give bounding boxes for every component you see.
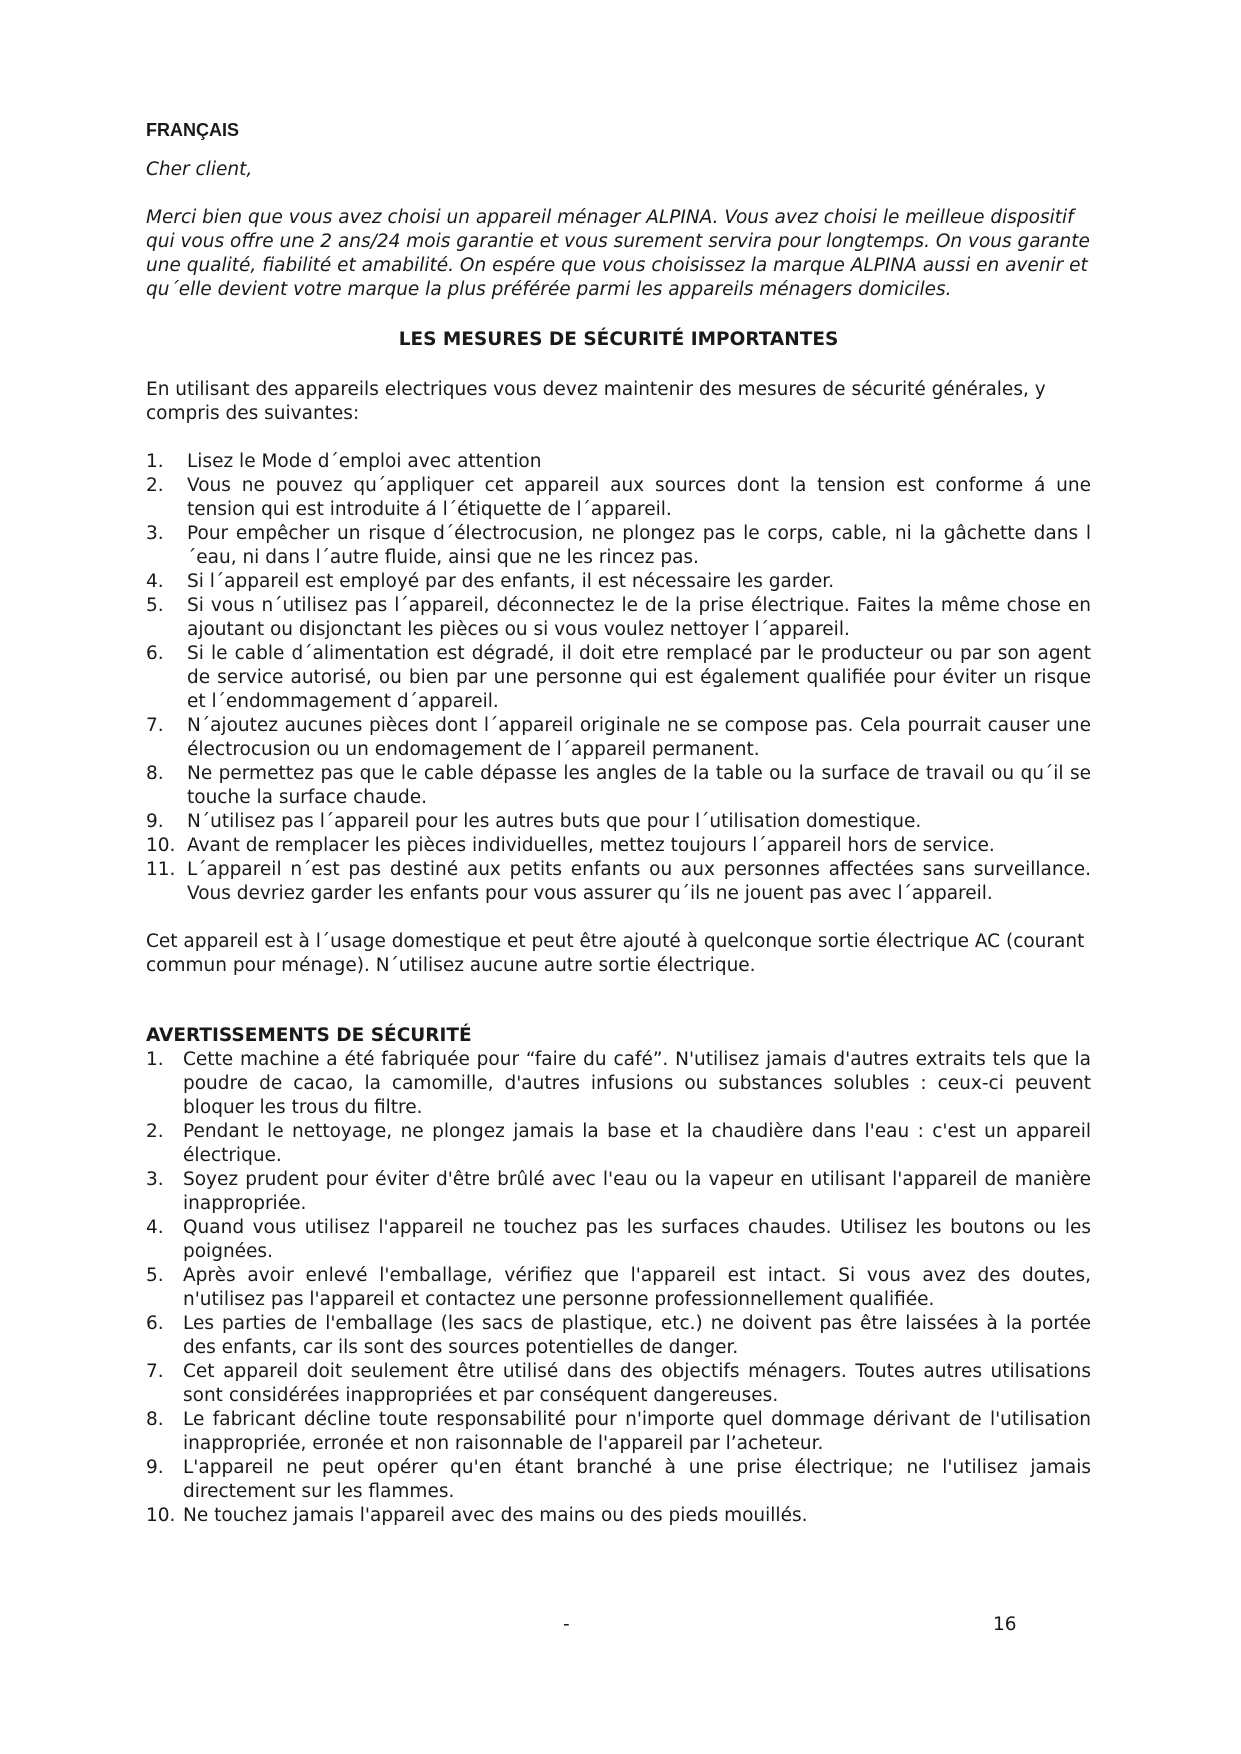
list-item [146,762,1091,810]
language-heading: FRANÇAIS [146,120,239,140]
item-text: N´ajoutez aucunes pièces dont l´appareil originale ne se compose pas. Cela pourrait causer une électrocusion ou un endomagement de l´appareil permanent. [187,715,1091,760]
list-item [146,570,1091,594]
item-number: 5. [146,595,164,616]
item-number: 2. [146,1121,164,1142]
item-text: Le fabricant décline toute responsabilité pour n'importe quel dommage dérivant de l'utilisation inappropriée, erronée et non raisonnable de l'appareil par l’acheteur. [183,1409,1091,1454]
item-number: 7. [146,715,164,736]
item-number: 4. [146,571,164,592]
intro-paragraph: Merci bien que vous avez choisi un appareil ménager ALPINA. Vous avez choisi le meilleue dispositif qui vous offre une 2 ans/24 mois garantie et vous surement servira pour longtemps. On vous garante une qualité, fiabilité et amabilité. On espére que vous choisissez la marque ALPINA aussi en avenir et qu´elle devient votre marque la plus préférée parmi les appareils ménagers domiciles. [146,207,1090,300]
item-number: 9. [146,811,164,832]
list-item [146,642,1091,714]
list-item [146,594,1091,642]
item-number: 2. [146,475,164,496]
item-text: Lisez le Mode d´emploi avec attention [187,451,542,472]
warnings-list [146,1048,1091,1528]
item-number: 7. [146,1361,164,1382]
item-number: 10. [146,1505,176,1526]
list-item [146,1456,1091,1504]
item-number: 8. [146,1409,164,1430]
list-item [146,522,1091,570]
greeting: Cher client, [146,159,253,180]
list-item [146,1408,1091,1456]
item-text: Les parties de l'emballage (les sacs de plastique, etc.) ne doivent pas être laissées à la portée des enfants, car ils sont des sources potentielles de danger. [183,1313,1091,1358]
item-number: 10. [146,835,176,856]
item-number: 6. [146,643,164,664]
item-text: Pendant le nettoyage, ne plongez jamais la base et la chaudière dans l'eau : c'est un appareil électrique. [183,1121,1091,1166]
item-number: 5. [146,1265,164,1286]
item-number: 8. [146,763,164,784]
item-number: 1. [146,451,164,472]
list-item [146,1048,1091,1120]
list-item [146,1504,1091,1528]
item-text: Si l´appareil est employé par des enfants, il est nécessaire les garder. [187,571,835,592]
item-number: 11. [146,859,176,880]
list-item [146,474,1091,522]
list-item [146,714,1091,762]
item-number: 1. [146,1049,164,1070]
safety-intro: En utilisant des appareils electriques vous devez maintenir des mesures de sécurité générales, y compris des suivantes: [146,379,1046,424]
list-item [146,1312,1091,1360]
safety-list [146,450,1091,906]
safety-heading: LES MESURES DE SÉCURITÉ IMPORTANTES [398,329,839,350]
list-item [146,450,1091,474]
item-text: L'appareil ne peut opérer qu'en étant branché à une prise électrique; ne l'utilisez jamais directement sur les flammes. [183,1457,1091,1502]
footer-dash: - [563,1614,570,1635]
item-text: Si vous n´utilisez pas l´appareil, déconnectez le de la prise électrique. Faites la même chose en ajoutant ou disjonctant les pièces ou si vous voulez nettoyer l´appareil. [187,595,1091,640]
item-text: Cette machine a été fabriquée pour “faire du café”. N'utilisez jamais d'autres extraits tels que la poudre de cacao, la camomille, d'autres infusions ou substances solubles : ceux-ci peuvent bloquer les trous du filtre. [183,1049,1091,1118]
warnings-heading: AVERTISSEMENTS DE SÉCURITÉ [146,1025,472,1046]
item-text: Ne touchez jamais l'appareil avec des mains ou des pieds mouillés. [183,1505,808,1526]
item-number: 6. [146,1313,164,1334]
list-item [146,1216,1091,1264]
item-text: Avant de remplacer les pièces individuelles, mettez toujours l´appareil hors de service. [187,835,995,856]
item-number: 4. [146,1217,164,1238]
item-number: 3. [146,1169,164,1190]
item-text: Vous ne pouvez qu´appliquer cet appareil aux sources dont la tension est conforme á une tension qui est introduite á l´étiquette de l´appareil. [187,475,1091,520]
page-number: 16 [993,1614,1017,1635]
list-item [146,1120,1091,1168]
list-item [146,1264,1091,1312]
item-number: 3. [146,523,164,544]
item-text: Ne permettez pas que le cable dépasse les angles de la table ou la surface de travail ou qu´il se touche la surface chaude. [187,763,1091,808]
list-item [146,1168,1091,1216]
item-text: Après avoir enlevé l'emballage, vérifiez que l'appareil est intact. Si vous avez des doutes, n'utilisez pas l'appareil et contactez une personne professionnellement qualifiée. [183,1265,1091,1310]
document-page [146,118,1091,1552]
item-text: Si le cable d´alimentation est dégradé, il doit etre remplacé par le producteur ou par son agent de service autorisé, ou bien par une personne qui est également qualifiée pour éviter un risque et l´endommagement d´appareil. [187,643,1091,712]
item-text: N´utilisez pas l´appareil pour les autres buts que pour l´utilisation domestique. [187,811,922,832]
usage-note: Cet appareil est à l´usage domestique et peut être ajouté à quelconque sortie électrique AC (courant commun pour ménage). N´utilisez aucune autre sortie électrique. [146,931,1085,976]
item-text: Quand vous utilisez l'appareil ne touchez pas les surfaces chaudes. Utilisez les boutons ou les poignées. [183,1217,1091,1262]
item-number: 9. [146,1457,164,1478]
list-item [146,1360,1091,1408]
item-text: Cet appareil doit seulement être utilisé dans des objectifs ménagers. Toutes autres utilisations sont considérées inappropriées et par conséquent dangereuses. [183,1361,1091,1406]
item-text: Pour empêcher un risque d´électrocusion, ne plongez pas le corps, cable, ni la gâchette dans l´eau, ni dans l´autre fluide, ainsi que ne les rincez pas. [187,523,1091,568]
list-item [146,858,1091,906]
list-item [146,834,1091,858]
item-text: Soyez prudent pour éviter d'être brûlé avec l'eau ou la vapeur en utilisant l'appareil de manière inappropriée. [183,1169,1091,1214]
list-item [146,810,1091,834]
item-text: L´appareil n´est pas destiné aux petits enfants ou aux personnes affectées sans surveillance. Vous devriez garder les enfants pour vous assurer qu´ils ne jouent pas avec l´appareil. [187,859,1091,904]
